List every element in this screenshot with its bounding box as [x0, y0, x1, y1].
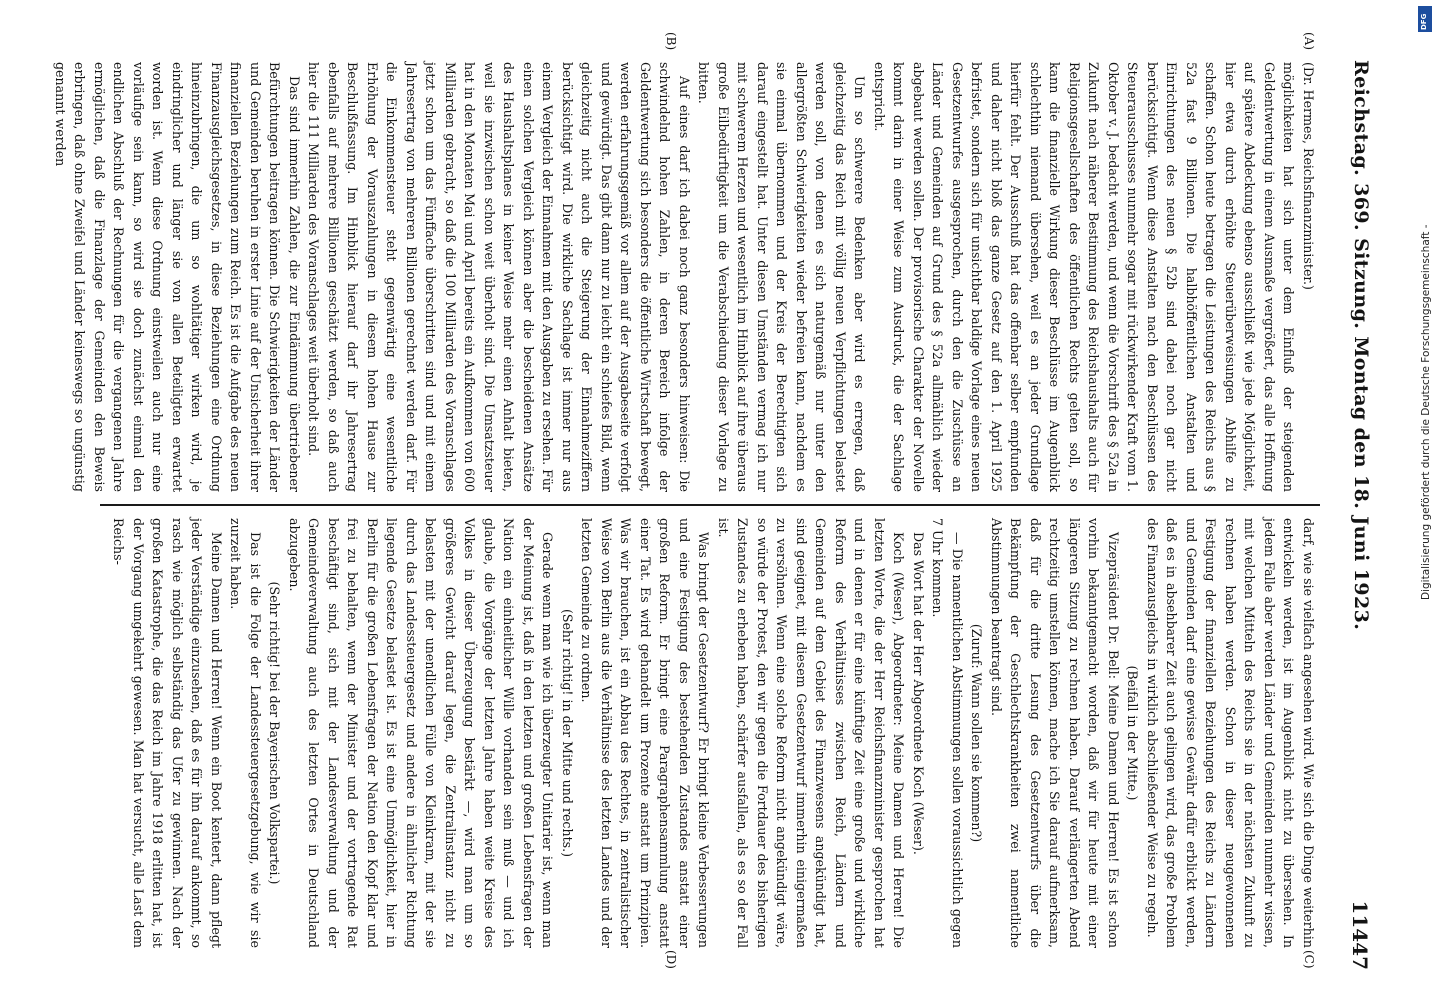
interjection: (Sehr richtig! bei der Bayerischen Volkspartei.): [267, 581, 283, 885]
paragraph: Auf eines darf ich dabei noch ganz besonders hinweisen: Die schwindelnd hohen Zahlen, in deren Bereich infolge der Geldentwertung sich besonders die öffentliche Wirtschaft bewegt, werden erfahrungsgemäß vor allem auf der Ausgabeseite verfolgt und gewürdigt. Das gibt dann nur zu leicht ein schiefes Bild, wenn gleichzeitig nicht auch die Steigerung der Einnahmeziffern berücksichtigt wird. Die wirkliche Sachlage ist immer nur aus einem Vergleich der Einnahmen mit den Ausgaben zu ersehen. Für einen solchen Vergleich können aber die bescheidenen Ansätze des Haushaltsplanes in keiner Weise mehr einen Anhalt bieten, weil sie inzwischen schon weit überholt sind. Die Umsatzsteuer hat in den Monaten Mai und April bereits ein Aufkommen von 600 Milliarden gebracht, so daß die 100 Milliarden des Voranschlages jetzt schon um das Fünffache überschritten sind und mit einem Jahresertrag von mehreren Billionen gerechnet werden darf. Für die Einkommensteuer steht gegenwärtig eine wesentliche Erhöhung der Vorauszahlungen in diesem hohen Hause zur Beschlußfassung. Im Hinblick hierauf darf ihr Jahresertrag ebenfalls auf mehrere Billionen geschätzt werden, so daß auch hier die 111 Milliarden des Voranschlages weit überholt sind.: [306, 62, 692, 492]
paragraph: Um so schwerere Bedenken aber wird es erregen, daß gleichzeitig das Reich mit völlig neuen Verpflichtungen belastet werden soll, von denen es sich naturgemäß nur unter den allergrößten Schwierigkeiten wieder befreien kann, nachdem es sie einmal übernommen und der Kreis der Berechtigten sich darauf eingestellt hat. Unter diesen Umständen vermag ich nur mit schwerem Herzen und wesentlich im Hinblick auf ihre überaus große Eilbedürftigkeit um die Verabschiedung dieser Vorlage zu bitten.: [696, 62, 868, 492]
interjection: (Sehr richtig! in der Mitte und rechts.): [560, 608, 575, 858]
margin-mark-d: (D): [664, 950, 678, 969]
rotated-document-page: [53, 20, 1380, 980]
paragraph: Gerade wenn man wie ich überzeugter Unitarier ist, wenn man der Meinung ist, daß in den letzten und großen Lebensfragen der Nation ein einheitlicher Wille vorhanden sein muß — und ich glaube, die Vorgänge der letzten Jahre haben weite Kreise des Volkes in dieser Überzeugung bestärkt —, wird man um so größeres Gewicht darauf legen, die Zentralinstanz nicht zu belasten mit der unendlichen Fülle von Kleinkram, mit der sie durch das Landessteuergesetz und andere in ähnlicher Richtung liegende Gesetze belastet ist. Es ist eine Unmöglichkeit, hier in Berlin für die großen Lebensfragen der Nation den Kopf klar und frei zu behalten, wenn der Minister und der vortragende Rat beschäftigt sind, sich mit der Landesverwaltung und der Gemeindeverwaltung auch des letzten Ortes in Deutschland abzugeben.: [287, 518, 556, 948]
paragraph: — Die namentlichen Abstimmungen sollen voraussichtlich gegen 7 Uhr kommen.: [930, 518, 965, 948]
paragraph: Koch (Weser), Abgeordneter: Meine Damen und Herren! Die letzten Worte, die der Herr Reichsfinanzminister gesprochen hat und in denen er für eine künftige Zeit eine große und wirkliche Reform des Verhältnisses zwischen Reich, Ländern und Gemeinden auf dem Gebiet des Finanzwesens angekündigt hat, sind geeignet, mit diesem Gesetzentwurf immerhin einigermaßen zu versöhnen. Wenn eine solche Reform nicht angekündigt wäre, so würde der Protest, den wir gegen die Fortdauer des bisherigen Zustandes zu erheben haben, schärfer ausfallen, als es so der Fall ist.: [716, 518, 907, 948]
dfg-logo-text: DFG: [1420, 13, 1428, 30]
paragraph: Vizepräsident Dr. Bell: Meine Damen und Herren! Es ist schon vorhin bekanntgemacht worden, daß wir für heute mit einer längeren Sitzung zu rechnen haben. Darauf verlängerten Abend rechtzeitig umstellen können, mache ich Sie darauf aufmerksam, daß für die dritte Lesung des Gesetzentwurfs über die Bekämpfung der Geschlechtskrankheiten zwei namentliche Abstimmungen beantragt sind.: [989, 518, 1121, 948]
column-divider: [100, 504, 1320, 506]
paragraph: Was bringt der Gesetzentwurf? Er bringt kleine Verbesserungen und eine Festigung des bestehenden Zustandes anstatt einer großen Reform. Er bringt eine Paragraphensammlung anstatt einer Tat. Es wird gehandelt um Prozente anstatt um Prinzipien. Was wir brauchen, ist ein Abbau des Rechtes, in zentralistischer Weise von Berlin aus die Verhältnisse des letzten Landes und der letzten Gemeinde zu ordnen.: [579, 518, 712, 948]
paragraph: möglichkeiten hat sich unter dem Einfluß der steigenden Geldentwertung in einem Ausmaße vergrößert, das alle Hoffnung auf spätere Abdeckung ebenso ausschließt wie jede Möglichkeit, hier etwa durch erhöhte Steuerüberweisungen Abhilfe zu schaffen. Schon heute betragen die Leistungen des Reichs aus § 52a fast 9 Billionen. Die halbhöffentlichen Anstalten und Einrichtungen des neuen § 52b sind dabei noch gar nicht berücksichtigt. Wenn diese Anstalten nach den Beschlüssen des Steuerausschusses nunmehr sogar mit rückwirkender Kraft vom 1. Oktober v. J. bedacht werden, und wenn die Vorschrift des § 52a in Zukunft nach näherer Bestimmung des Reichshaushalts auch für Religionsgesellschaften des öffentlichen Rechts gelten soll, so kann die finanzielle Wirkung dieser Beschlüsse im Augenblick schlechthin niemand übersehen, weil es an jeder Grundlage hierfür fehlt. Der Ausschuß hat das offenbar selber empfunden und daher nicht bloß das ganze Gesetz auf den 1. April 1925 befristet, sondern sich für unsichtbar baldige Vorlage eines neuen Gesetzentwurfes ausgesprochen, durch den die Zuschüsse an Länder und Gemeinden auf Grund des § 52a allmählich wieder abgebaut werden sollen. Der provisorische Charakter der Novelle kommt darin in einer Weise zum Ausdruck, die der Sachlage entspricht.: [872, 62, 1297, 492]
left-text-column: [53, 62, 1318, 492]
page-running-title: Reichstag. 369. Sitzung. Montag den 18. Juni 1923.: [1350, 60, 1372, 631]
interjection: (Beifall in der Mitte.): [1125, 665, 1141, 801]
paragraph: Das Wort hat der Herr Abgeordnete Koch (Weser).: [911, 532, 926, 855]
page-number: 11447: [1348, 900, 1372, 970]
margin-mark-a: (A): [1302, 32, 1316, 51]
paragraph: Das ist die Folge der Landessteuergesetzgebung, wie wir sie zurzeit haben.: [228, 518, 263, 948]
digitization-credit-text: Digitalisierung gefördert durch die Deutsche Forschungsgemeinschaft -: [1420, 224, 1432, 600]
page-header: [1340, 20, 1380, 980]
paragraph: darf, wie sie vielfach angesehen wird. Wie sich die Dinge weiterhin entwickeln werden, ist im Augenblick nicht zu übersehen. In jedem Falle aber werden Länder und Gemeinden nunmehr wissen, mit welchen Mitteln des Reichs sie in der nächsten Zukunft zu rechnen haben werden. Schon in dieser neugewonnenen Festigung der finanziellen Beziehungen des Reichs zu Ländern und Gemeinden darf eine gewisse Gewähr dafür erblickt werden, daß es in absehbarer Zeit auch gelingen wird, das große Problem des Finanzausgleichs in wirklich abschließender Weise zu regeln.: [1145, 518, 1316, 948]
interjection: (Zuruf: Wann sollen sie kommen?): [969, 623, 985, 843]
dfg-logo: [1418, 6, 1432, 32]
speaker-continuation: (Dr. Hermes, Reichsfinanzminister.): [1301, 62, 1316, 290]
paragraph: Das sind immerhin Zahlen, die zur Eindämmung übertriebener Befürchtungen beitragen können. Die Schwierigkeiten der Länder und Gemeinden beruhen in erster Linie auf der Unsicherheit ihrer finanziellen Beziehungen zum Reich. Es ist die Aufgabe des neuen Finanzausgleichsgesetzes, in diese Beziehungen eine Ordnung hineinzubringen, die um so wohltätiger wirken wird, je eindringlicher und länger sie von allen Beteiligten erwartet worden ist. Wenn diese Ordnung einstweilen auch nur eine vorläufige sein kann, so wird sie doch zunächst einmal den endlichen Abschluß der Rechnungen für die vergangenen Jahre ermöglichen, daß die Finanzlage der Gemeinden den Beweis erbringen, daß ohne Zweifel und Länder keineswegs so ungünstig genannt werden: [53, 62, 302, 492]
paragraph: Meine Damen und Herren! Wenn ein Boot kentert, dann pflegt jeder Verständige einzusehen, daß es für ihn darauf ankommt, so rasch wie möglich selbständig das Ufer zu gewinnen. Nach der großen Katastrophe, die das Reich im Jahre 1918 erlitten hat, ist der Vorgang umgekehrt gewesen. Man hat versucht, alle Last dem Reichs-: [111, 518, 224, 948]
right-text-column: [108, 518, 1318, 948]
margin-mark-c: (C): [1302, 950, 1316, 969]
margin-mark-b: (B): [664, 32, 678, 51]
